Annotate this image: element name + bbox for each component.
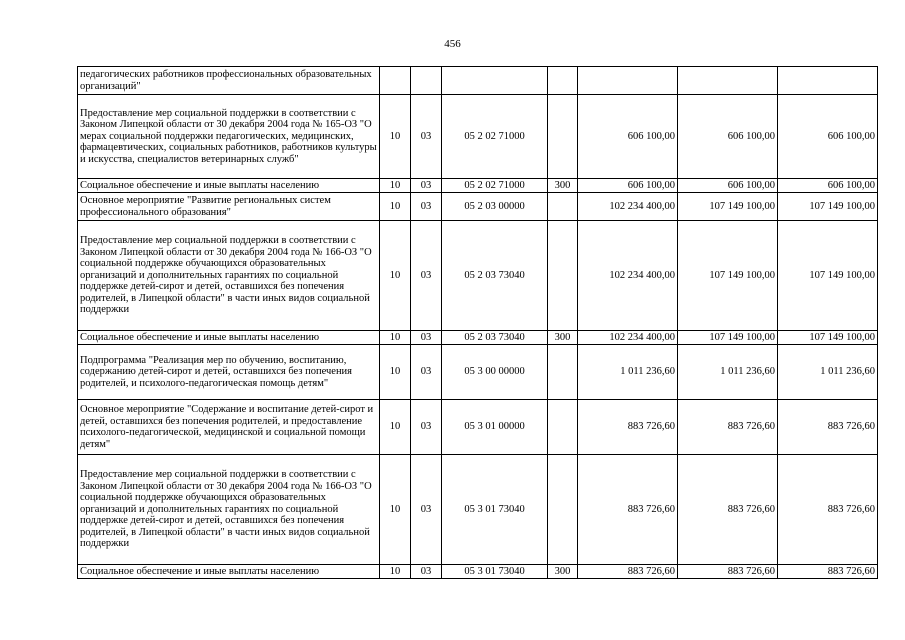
subsection-code-cell: 03 (411, 455, 442, 565)
amount-year3-cell: 883 726,60 (778, 455, 878, 565)
table-row (78, 400, 878, 455)
row-name-cell: Социальное обеспечение и иные выплаты населению (78, 179, 380, 193)
amount-year3-cell: 883 726,60 (778, 565, 878, 579)
amount-year3-cell: 606 100,00 (778, 179, 878, 193)
amount-year1-cell: 883 726,60 (578, 400, 678, 455)
amount-year2-cell: 883 726,60 (678, 400, 778, 455)
amount-year1-cell: 1 011 236,60 (578, 345, 678, 400)
amount-year2-cell: 107 149 100,00 (678, 331, 778, 345)
table-row (78, 565, 878, 579)
amount-year3-cell: 107 149 100,00 (778, 193, 878, 221)
section-code-cell: 10 (380, 95, 411, 179)
section-code-cell: 10 (380, 565, 411, 579)
section-code-cell: 10 (380, 331, 411, 345)
section-code-cell (380, 67, 411, 95)
row-name-cell: Основное мероприятие "Содержание и воспитание детей-сирот и детей, оставшихся без попечения родителей, и предоставление психолого-педагогической, медицинской и социальной помощи детям" (78, 400, 380, 455)
expense-type-cell (548, 67, 578, 95)
target-article-cell: 05 3 01 73040 (442, 455, 548, 565)
subsection-code-cell: 03 (411, 193, 442, 221)
section-code-cell: 10 (380, 345, 411, 400)
target-article-cell: 05 2 03 73040 (442, 331, 548, 345)
expense-type-cell (548, 221, 578, 331)
amount-year2-cell: 883 726,60 (678, 565, 778, 579)
expense-type-cell (548, 95, 578, 179)
subsection-code-cell: 03 (411, 221, 442, 331)
amount-year3-cell: 107 149 100,00 (778, 331, 878, 345)
amount-year2-cell: 107 149 100,00 (678, 221, 778, 331)
expense-type-cell (548, 455, 578, 565)
amount-year1-cell: 102 234 400,00 (578, 221, 678, 331)
section-code-cell: 10 (380, 400, 411, 455)
table-row (78, 331, 878, 345)
amount-year1-cell: 102 234 400,00 (578, 193, 678, 221)
amount-year3-cell: 107 149 100,00 (778, 221, 878, 331)
row-name-cell: Предоставление мер социальной поддержки в соответствии с Законом Липецкой области от 30 декабря 2004 года № 165-ОЗ "О мерах социальной поддержки педагогических, медицинских, фармацевтических, социальных работников, работников культуры и искусства, специалистов ветеринарных служб" (78, 95, 380, 179)
row-name-cell: педагогических работников профессиональных образовательных организаций" (78, 67, 380, 95)
row-name-cell: Подпрограмма "Реализация мер по обучению, воспитанию, содержанию детей-сирот и детей, оставшихся без попечения родителей, и психолого-педагогическая помощь детям" (78, 345, 380, 400)
amount-year1-cell: 102 234 400,00 (578, 331, 678, 345)
expense-type-cell: 300 (548, 331, 578, 345)
expense-type-cell (548, 345, 578, 400)
table-row (78, 95, 878, 179)
expense-type-cell: 300 (548, 179, 578, 193)
amount-year1-cell: 883 726,60 (578, 455, 678, 565)
target-article-cell: 05 2 03 00000 (442, 193, 548, 221)
table-row (78, 179, 878, 193)
target-article-cell: 05 3 01 00000 (442, 400, 548, 455)
amount-year1-cell: 883 726,60 (578, 565, 678, 579)
subsection-code-cell: 03 (411, 331, 442, 345)
target-article-cell: 05 2 02 71000 (442, 95, 548, 179)
subsection-code-cell: 03 (411, 345, 442, 400)
amount-year3-cell: 1 011 236,60 (778, 345, 878, 400)
target-article-cell (442, 67, 548, 95)
section-code-cell: 10 (380, 193, 411, 221)
row-name-cell: Основное мероприятие "Развитие региональных систем профессионального образования" (78, 193, 380, 221)
amount-year2-cell (678, 67, 778, 95)
row-name-cell: Социальное обеспечение и иные выплаты населению (78, 331, 380, 345)
row-name-cell: Предоставление мер социальной поддержки в соответствии с Законом Липецкой области от 30 декабря 2004 года № 166-ОЗ "О социальной поддержке обучающихся образовательных организаций и дополнительных гарантиях по социальной поддержке детей-сирот и детей, оставшихся без попечения родителей, в Липецкой области" в части иных видов социальной поддержки (78, 455, 380, 565)
amount-year1-cell: 606 100,00 (578, 179, 678, 193)
section-code-cell: 10 (380, 221, 411, 331)
table-row (78, 345, 878, 400)
target-article-cell: 05 2 03 73040 (442, 221, 548, 331)
table-row (78, 221, 878, 331)
row-name-cell: Социальное обеспечение и иные выплаты населению (78, 565, 380, 579)
amount-year1-cell: 606 100,00 (578, 95, 678, 179)
subsection-code-cell: 03 (411, 400, 442, 455)
amount-year2-cell: 1 011 236,60 (678, 345, 778, 400)
subsection-code-cell: 03 (411, 95, 442, 179)
amount-year3-cell (778, 67, 878, 95)
table-row (78, 193, 878, 221)
target-article-cell: 05 3 01 73040 (442, 565, 548, 579)
subsection-code-cell (411, 67, 442, 95)
expense-type-cell (548, 400, 578, 455)
section-code-cell: 10 (380, 455, 411, 565)
amount-year3-cell: 606 100,00 (778, 95, 878, 179)
amount-year1-cell (578, 67, 678, 95)
target-article-cell: 05 3 00 00000 (442, 345, 548, 400)
amount-year2-cell: 606 100,00 (678, 95, 778, 179)
amount-year2-cell: 606 100,00 (678, 179, 778, 193)
subsection-code-cell: 03 (411, 565, 442, 579)
amount-year3-cell: 883 726,60 (778, 400, 878, 455)
budget-table (77, 66, 878, 579)
section-code-cell: 10 (380, 179, 411, 193)
expense-type-cell: 300 (548, 565, 578, 579)
table-row (78, 455, 878, 565)
target-article-cell: 05 2 02 71000 (442, 179, 548, 193)
table-body (78, 67, 878, 579)
page-number: 456 (444, 38, 461, 50)
table-row (78, 67, 878, 95)
subsection-code-cell: 03 (411, 179, 442, 193)
amount-year2-cell: 107 149 100,00 (678, 193, 778, 221)
expense-type-cell (548, 193, 578, 221)
amount-year2-cell: 883 726,60 (678, 455, 778, 565)
row-name-cell: Предоставление мер социальной поддержки в соответствии с Законом Липецкой области от 30 декабря 2004 года № 166-ОЗ "О социальной поддержке обучающихся образовательных организаций и дополнительных гарантиях по социальной поддержке детей-сирот и детей, оставшихся без попечения родителей, в Липецкой области" в части иных видов социальной поддержки (78, 221, 380, 331)
